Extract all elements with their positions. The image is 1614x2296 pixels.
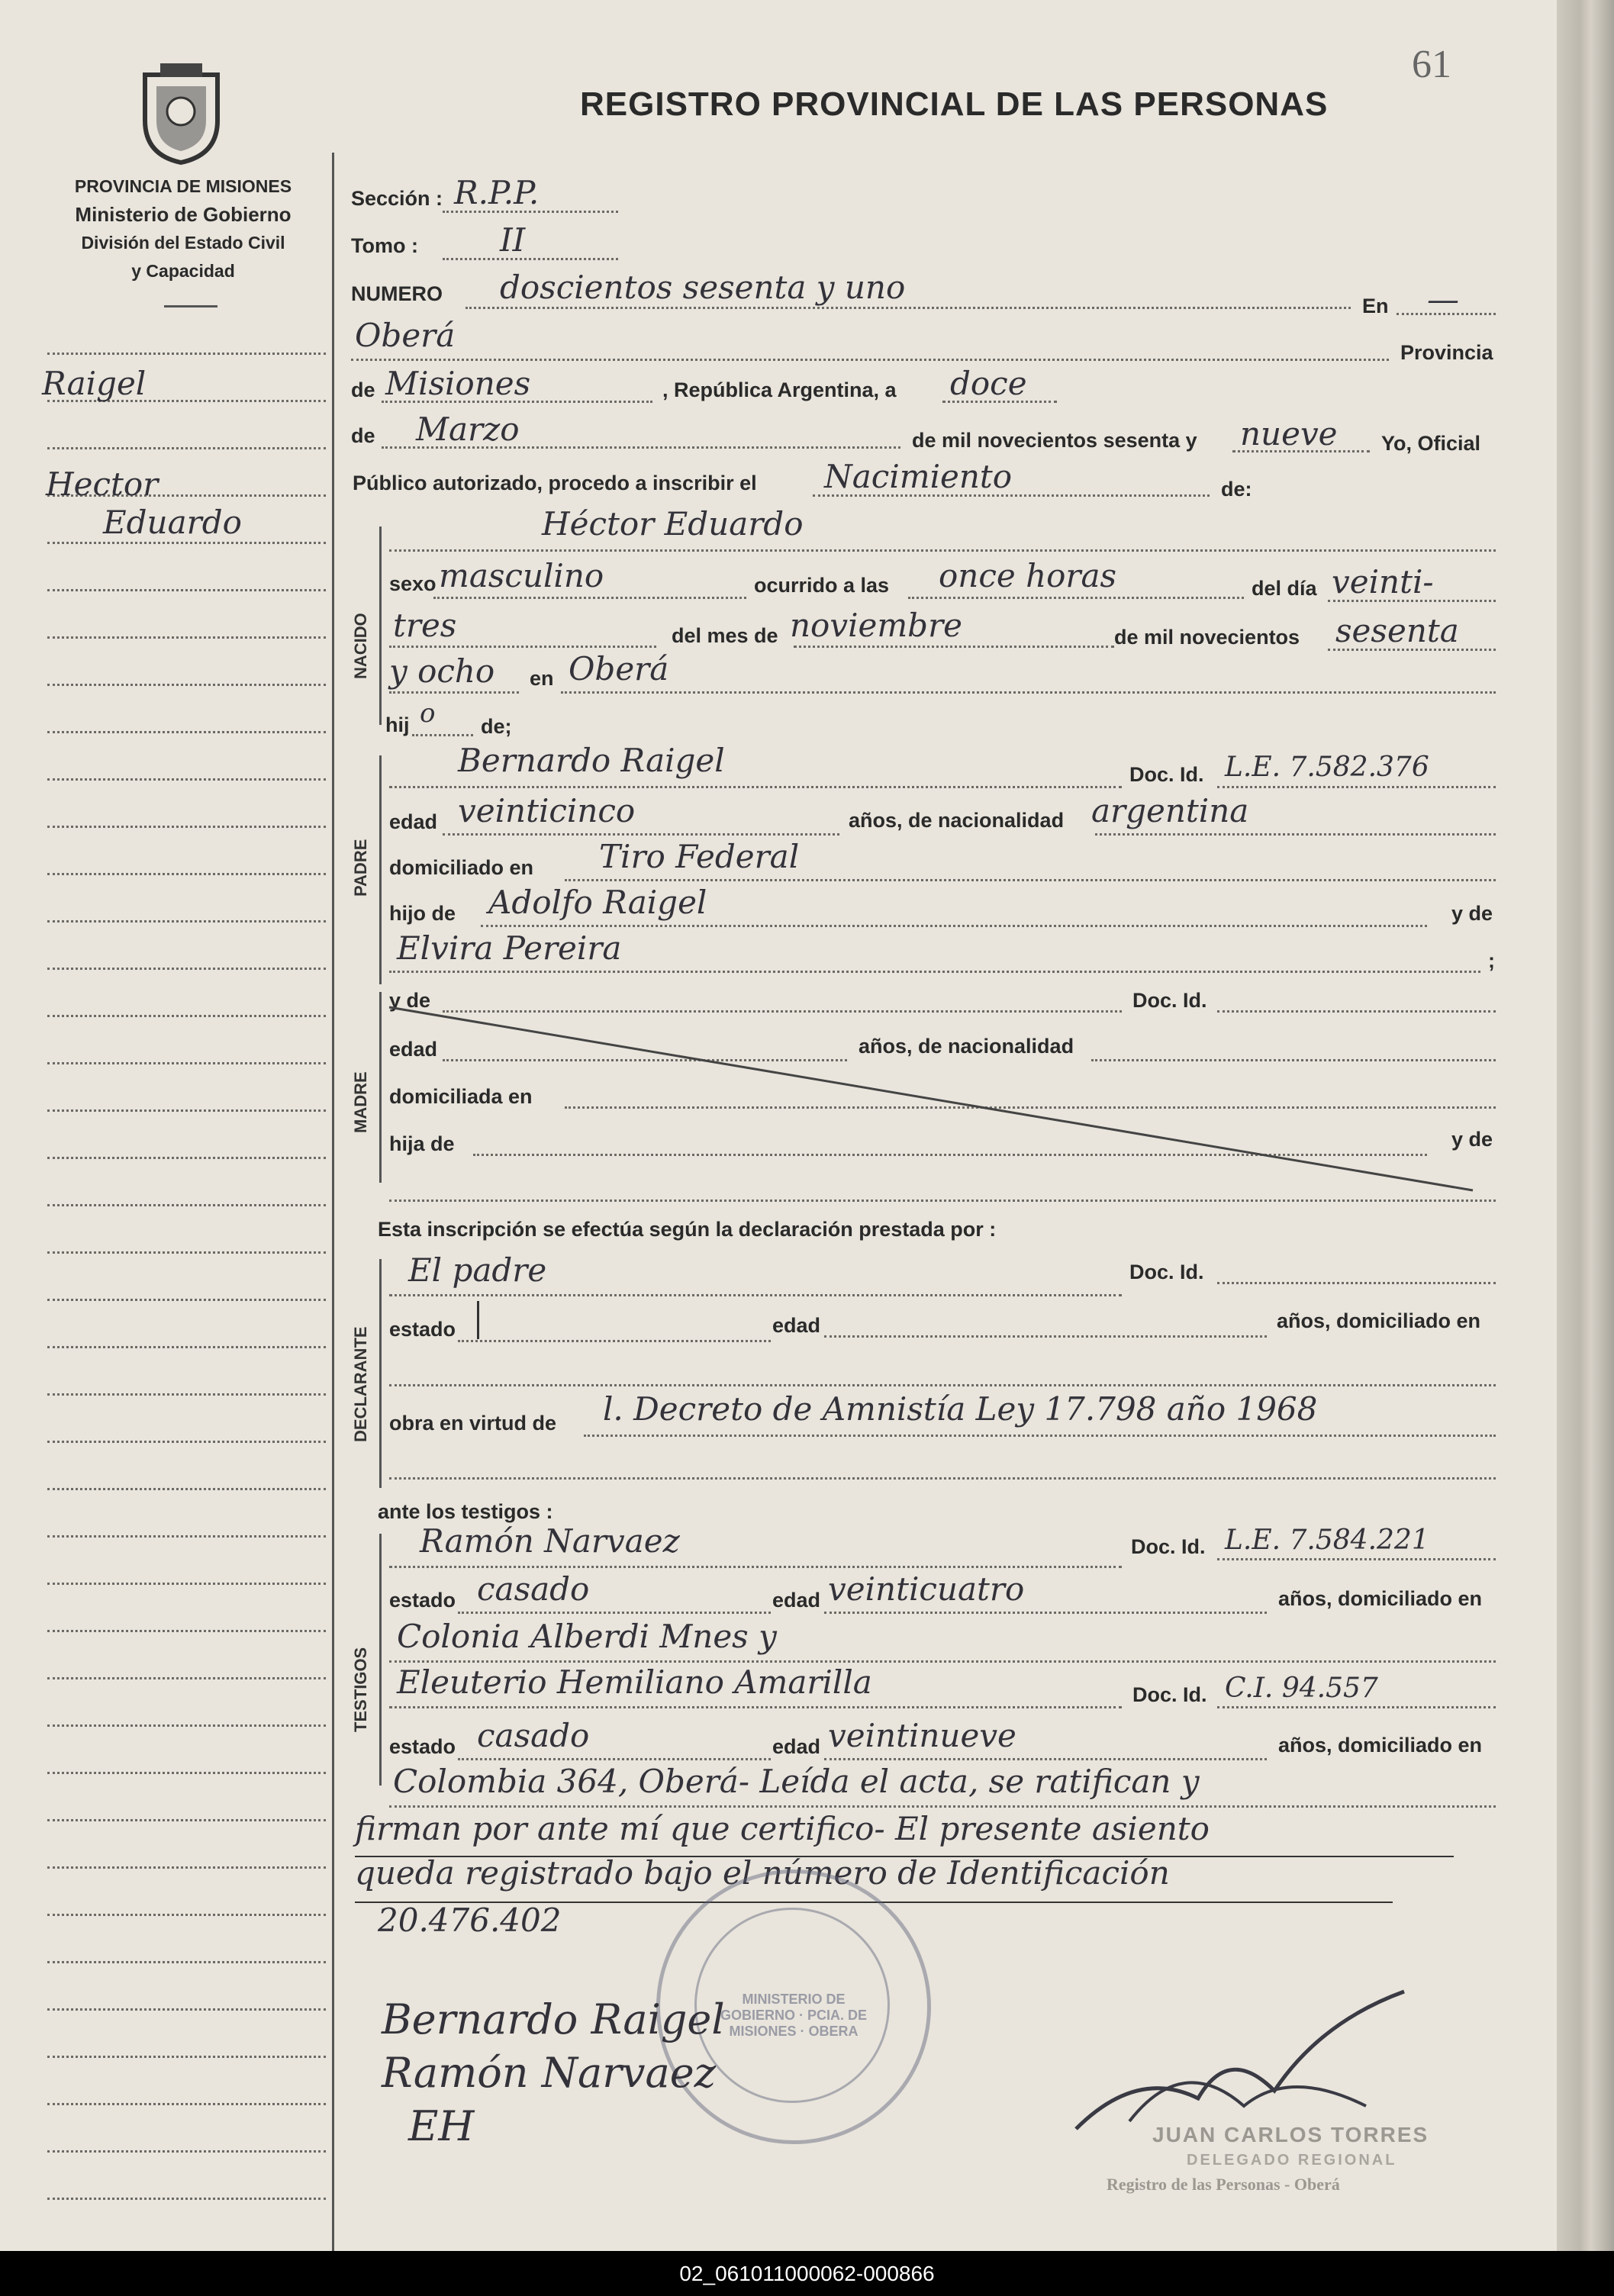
label-del-dia: del día [1252,577,1317,600]
official-office: Registro de las Personas - Oberá [1107,2175,1340,2194]
value-testigo2-doc: C.I. 94.557 [1225,1673,1378,1704]
file-id-footer: 02_061011000062-000866 [0,2251,1614,2296]
seal-text: MINISTERIO DE GOBIERNO · PCIA. DE MISIONES · OBERA [720,1992,867,2039]
margin-line [47,1157,326,1159]
value-testigo1-estado: casado [477,1570,590,1608]
margin-line [47,1724,326,1727]
label-declaracion: Esta inscripción se efectúa según la declaración prestada por : [378,1218,997,1241]
value-nombre: Héctor Eduardo [542,505,804,543]
value-hora: once horas [939,557,1117,594]
section-testigos: TESTIGOS [351,1647,370,1732]
margin-line [47,1488,326,1490]
margin-line [47,1677,326,1679]
value-testigo2: Eleuterio Hemiliano Amarilla [397,1663,872,1701]
label-doc-id-4: Doc. Id. [1131,1535,1206,1558]
value-dia-nac: veinti- [1332,563,1434,601]
label-yo-oficial: Yo, Oficial [1381,432,1481,455]
margin-name-2: Eduardo [103,504,242,541]
value-padre-domicilio: Tiro Federal [599,838,800,875]
crest-icon [130,60,233,166]
section-madre: MADRE [351,1071,370,1133]
org-line-3: División del Estado Civil [81,233,285,253]
label-doc-id-3: Doc. Id. [1129,1261,1204,1283]
org-line-1: PROVINCIA DE MISIONES [74,176,292,196]
label-doc-id-5: Doc. Id. [1132,1683,1207,1706]
value-mes: Marzo [416,411,520,448]
label-hijo-de: hijo de [389,902,456,925]
label-numero: NUMERO [351,282,443,305]
margin-line [47,1204,326,1206]
value-testigo1-dom: Colonia Alberdi Mnes y [397,1618,777,1655]
label-tomo: Tomo : [351,234,418,257]
nacido-bracket [379,527,382,725]
section-nacido: NACIDO [351,613,370,679]
madre-strike-line [382,992,1496,1221]
label-edad-3: edad [772,1314,821,1337]
value-lugar-nac: Oberá [569,650,669,688]
value-en: — [1427,281,1459,318]
value-declarante: El padre [408,1251,547,1289]
label-domiciliada-en: domiciliada en [389,1085,533,1108]
margin-line [47,1583,326,1585]
label-de-mil: de mil novecientos sesenta y [912,429,1197,452]
official-role: DELEGADO REGIONAL [1187,2152,1397,2169]
margin-line [47,1015,326,1017]
label-anios-nac-2: años, de nacionalidad [859,1035,1074,1058]
value-seccion: R.P.P. [454,174,540,211]
label-ocurrido: ocurrido a las [754,574,890,597]
label-hij: hij [385,713,410,736]
label-semicolon: ; [1488,949,1495,972]
margin-line [47,1251,326,1254]
section-declarante: DECLARANTE [351,1326,370,1442]
value-padre-edad: veinticinco [458,792,636,829]
label-doc-id-2: Doc. Id. [1132,989,1207,1012]
margin-line [47,684,326,686]
label-de-mil-nov: de mil novecientos [1114,626,1300,649]
label-edad: edad [389,810,438,833]
signature-2: Ramón Narvaez [382,2049,717,2097]
note-line-2: queda registrado bajo el número de Identificación [355,1854,1170,1892]
value-testigo2-dom: Colombia 364, Oberá- Leída el acta, se ratifican y [393,1763,1200,1800]
margin-line [47,2150,326,2153]
label-en2: en [530,667,554,690]
value-anio-nac-2: y ocho [389,652,495,690]
official-name: JUAN CARLOS TORRES [1152,2123,1429,2146]
label-republica: , República Argentina, a [662,378,897,401]
org-line-2: Ministerio de Gobierno [75,203,292,226]
value-testigo1: Ramón Narvaez [420,1522,680,1560]
margin-line [47,826,326,828]
margin-rule [332,153,334,2251]
org-divider [164,305,217,308]
margin-line [47,1062,326,1064]
label-anios-dom: años, domiciliado en [1277,1309,1481,1332]
label-y-de-3: y de [1451,1128,1493,1151]
label-estado: estado [389,1318,456,1341]
margin-line [47,920,326,923]
value-obra: l. Decreto de Amnistía Ley 17.798 año 1968 [603,1390,1318,1428]
label-anios-dom-2: años, domiciliado en [1278,1587,1483,1610]
label-anios-nac: años, de nacionalidad [849,809,1065,832]
value-lugar: Oberá [355,317,456,354]
label-y-de-2: y de [389,989,431,1012]
label-publico: Público autorizado, procedo a inscribir el [353,472,757,494]
signature-1: Bernardo Raigel [382,1995,725,2043]
value-sexo: masculino [439,557,604,594]
margin-line [47,1441,326,1443]
value-acto: Nacimiento [824,458,1013,495]
book-edge [1557,0,1614,2251]
margin-line [47,542,326,544]
label-hija-de: hija de [389,1132,455,1155]
margin-line [47,731,326,733]
margin-line [47,1914,326,1916]
label-edad-4: edad [772,1589,821,1612]
label-estado-3: estado [389,1735,456,1758]
label-edad-5: edad [772,1735,821,1758]
label-obra: obra en virtud de [389,1412,557,1435]
value-anio-nac: sesenta [1335,612,1459,649]
value-padre-doc: L.E. 7.582.376 [1225,752,1429,783]
margin-line [47,968,326,970]
label-estado-2: estado [389,1589,456,1612]
value-dia: doce [950,365,1027,402]
page-number: 61 [1412,43,1451,86]
label-provincia: Provincia [1400,341,1493,364]
margin-line [47,1630,326,1632]
padre-bracket [379,755,382,984]
margin-line [47,1346,326,1348]
label-ante: ante los testigos : [378,1500,553,1523]
label-de2: de [351,424,375,447]
value-padre-nombre: Bernardo Raigel [458,742,725,779]
label-seccion: Sección : [351,187,443,210]
margin-line [47,1772,326,1774]
value-padre-madre: Elvira Pereira [397,929,622,967]
margin-line [47,1109,326,1112]
margin-line [47,1393,326,1396]
label-del-mes: del mes de [672,624,778,647]
margin-line [47,1819,326,1821]
value-numero: doscientos sesenta y uno [500,269,906,306]
label-doc-id: Doc. Id. [1129,763,1204,786]
value-testigo2-estado: casado [477,1717,590,1754]
value-testigo2-edad: veintinueve [828,1717,1016,1754]
margin-line [47,353,326,355]
margin-name-1: Hector [46,465,159,503]
declarante-bracket [379,1259,382,1488]
label-sexo: sexo [389,572,437,595]
value-hij: o [420,698,436,729]
value-anio: nueve [1240,415,1338,452]
organization-block [46,172,321,285]
margin-line [47,1961,326,1963]
margin-surname: Raigel [42,365,147,402]
page-title: REGISTRO PROVINCIAL DE LAS PERSONAS [580,85,1329,123]
margin-line [47,2056,326,2058]
value-tomo: II [500,221,526,259]
value-provincia: Misiones [385,365,531,402]
testigos-bracket [379,1534,382,1786]
label-de: de [351,378,375,401]
label-anios-dom-3: años, domiciliado en [1278,1734,1483,1757]
value-dia-nac-2: tres [393,607,457,644]
margin-line [47,2198,326,2200]
margin-line [47,1866,326,1869]
section-padre: PADRE [351,839,370,897]
signature-3: EH [408,2102,475,2150]
label-de4: de; [481,715,512,738]
value-padre-nacionalidad: argentina [1091,792,1249,829]
margin-line [47,636,326,639]
margin-line [47,589,326,591]
label-domiciliado-en: domiciliado en [389,856,534,879]
margin-line [47,2103,326,2105]
margin-line [47,447,326,449]
margin-line [47,778,326,781]
value-testigo1-edad: veinticuatro [828,1570,1025,1608]
org-line-4: y Capacidad [131,261,235,281]
margin-line [47,1299,326,1301]
label-en: En [1362,295,1389,317]
note-line-1: firman por ante mí que certifico- El presente asiento [355,1810,1210,1847]
value-mes-nac: noviembre [790,607,962,644]
margin-line [47,1535,326,1538]
label-de3: de: [1221,478,1252,501]
margin-line [47,873,326,875]
value-testigo1-doc: L.E. 7.584.221 [1225,1525,1429,1556]
note-line-3: 20.476.402 [378,1902,562,1939]
label-edad-2: edad [389,1038,438,1061]
value-padre-padre: Adolfo Raigel [488,884,707,921]
margin-line [47,2008,326,2011]
label-y-de: y de [1451,902,1493,925]
